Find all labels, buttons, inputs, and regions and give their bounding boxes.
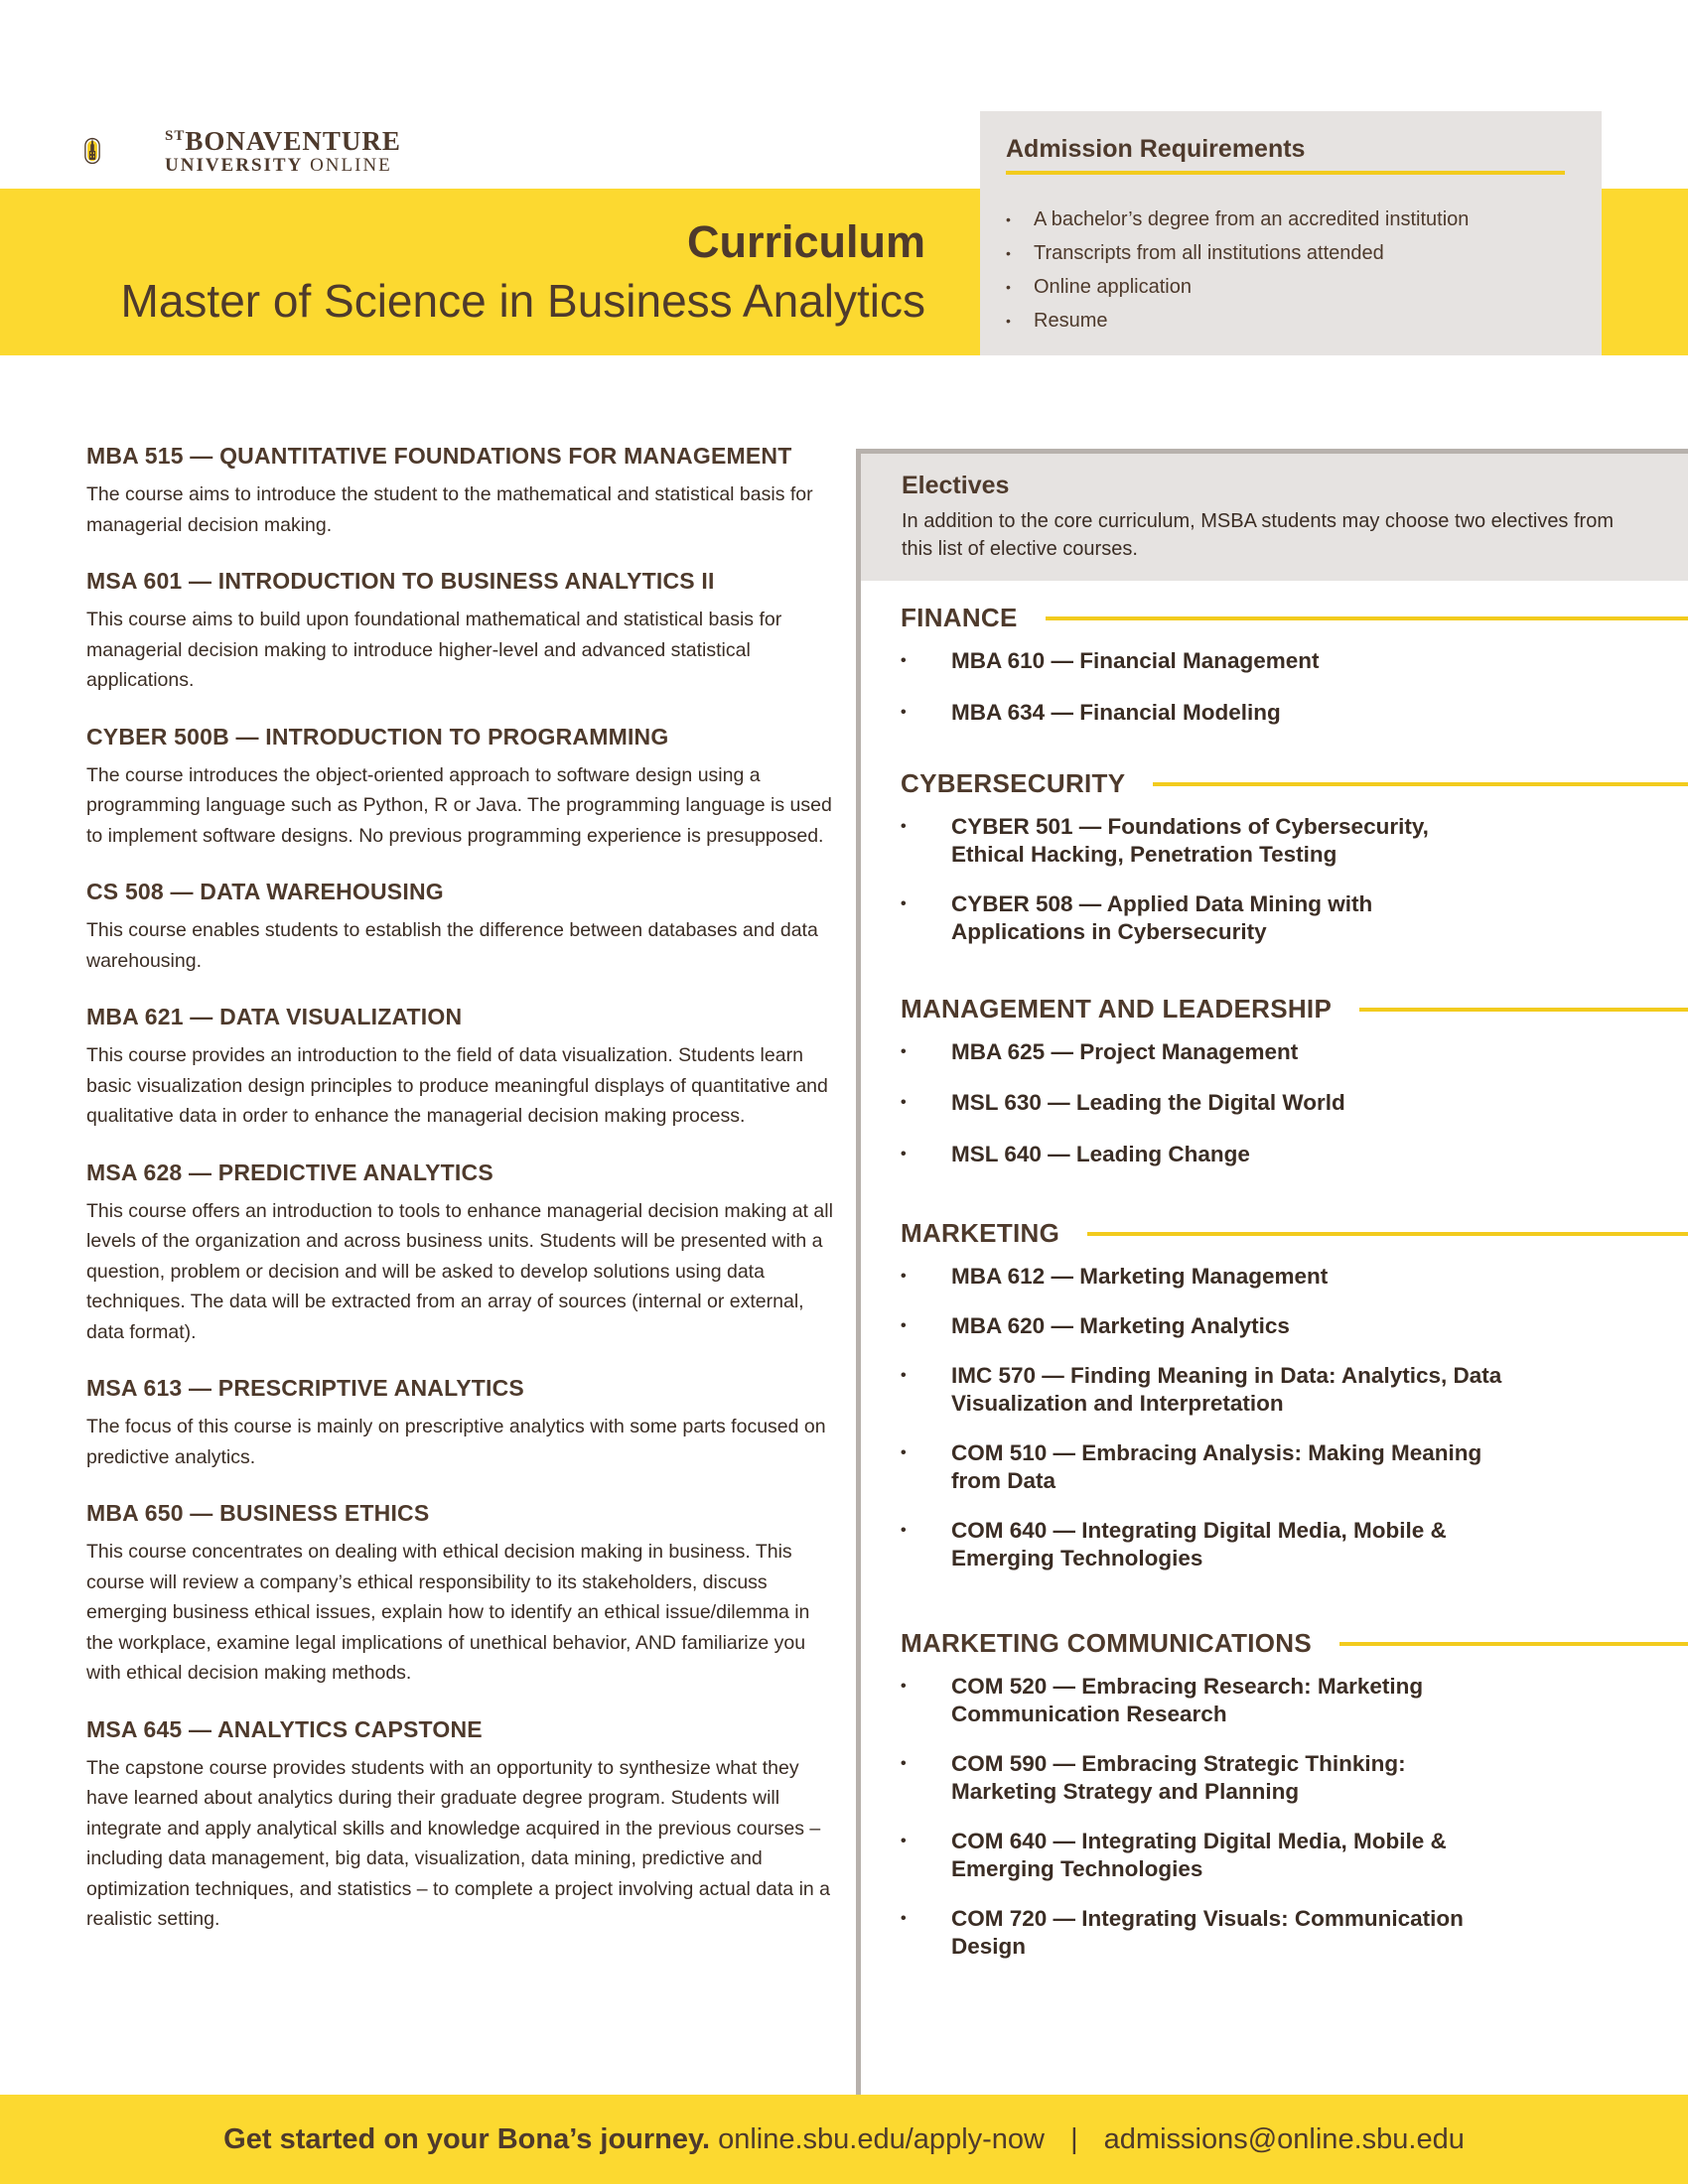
elective-item: • MBA 634 — Financial Modeling xyxy=(901,699,1507,727)
section-rule xyxy=(1339,1642,1688,1646)
course-block xyxy=(86,443,841,540)
elective-item: • COM 510 — Embracing Analysis: Making Meaning from Data xyxy=(901,1439,1507,1495)
course-description: This course offers an introduction to tools to enhance managerial decision making at all levels of the organization and across business units. Students will be presented with a question, problem or decision and will be asked to develop solutions using data techniques. The data will be extracted from an array of sources (internal or external, data format). xyxy=(86,1199,833,1343)
course-block xyxy=(86,724,841,852)
footer-band xyxy=(0,2095,1688,2184)
elective-item: • CYBER 508 — Applied Data Mining with Applications in Cybersecurity xyxy=(901,890,1507,946)
section-rule xyxy=(1046,616,1688,620)
course-description: The course aims to introduce the student to the mathematical and statistical basis for managerial decision making. xyxy=(86,483,813,536)
page-subtitle: Master of Science in Business Analytics xyxy=(120,275,925,327)
admission-rule xyxy=(1006,171,1565,175)
elective-section-finance xyxy=(901,603,1688,727)
footer-text xyxy=(0,2095,1688,2184)
course-title: MSA 628 — PREDICTIVE ANALYTICS xyxy=(86,1159,493,1185)
elective-item: • MBA 610 — Financial Management xyxy=(901,647,1507,675)
course-title: MBA 621 — DATA VISUALIZATION xyxy=(86,1004,463,1029)
course-description: This course enables students to establish the difference between databases and data warehousing. xyxy=(86,919,818,972)
course-description: The course introduces the object-oriented approach to software design using a programming language such as Python, R or Java. The programming language is used to implement software designs. No previous programming experience is presupposed. xyxy=(86,763,832,847)
admission-title: Admission Requirements xyxy=(1006,135,1306,163)
admission-item: • Resume xyxy=(1006,304,1469,338)
section-title: MANAGEMENT AND LEADERSHIP xyxy=(901,994,1333,1024)
elective-item: • MBA 625 — Project Management xyxy=(901,1038,1507,1066)
course-description: This course provides an introduction to the field of data visualization. Students learn basic visualization design principles to produce meaningful displays of quantitative and qualitative data in order to enhance the managerial decision making process. xyxy=(86,1044,828,1127)
admission-item: • Transcripts from all institutions attended xyxy=(1006,236,1469,270)
course-title: MBA 515 — QUANTITATIVE FOUNDATIONS FOR MANAGEMENT xyxy=(86,443,792,469)
admission-list xyxy=(1006,203,1469,338)
course-block xyxy=(86,1375,841,1472)
elective-item: • COM 640 — Integrating Digital Media, Mobile & Emerging Technologies xyxy=(901,1517,1507,1572)
admission-item: • A bachelor’s degree from an accredited institution xyxy=(1006,203,1469,236)
course-title: CS 508 — DATA WAREHOUSING xyxy=(86,879,444,904)
elective-item: • IMC 570 — Finding Meaning in Data: Analytics, Data Visualization and Interpretation xyxy=(901,1362,1507,1418)
course-title: MSA 601 — INTRODUCTION TO BUSINESS ANALYTICS II xyxy=(86,568,715,594)
elective-item: • MSL 630 — Leading the Digital World xyxy=(901,1089,1507,1117)
elective-section-management xyxy=(901,994,1688,1168)
elective-item: • CYBER 501 — Foundations of Cybersecurity, Ethical Hacking, Penetration Testing xyxy=(901,813,1507,869)
course-block xyxy=(86,1716,841,1935)
page-title: Curriculum xyxy=(686,216,925,267)
course-title: MSA 645 — ANALYTICS CAPSTONE xyxy=(86,1715,483,1742)
apply-link[interactable]: online.sbu.edu/apply-now xyxy=(718,2123,1045,2155)
logo-wordmark-line2: UNIVERSITY ONLINE xyxy=(165,155,392,176)
course-block xyxy=(86,568,841,696)
elective-section-marketing xyxy=(901,1218,1688,1572)
course-title: MBA 650 — BUSINESS ETHICS xyxy=(86,1500,430,1526)
course-title: CYBER 500B — INTRODUCTION TO PROGRAMMING xyxy=(86,723,669,750)
course-description: The capstone course provides students with an opportunity to synthesize what they have learned about analytics during their graduate degree program. Students will integrate and apply analytical skills and knowledge acquired in the previous courses – including data management, big data, visualization, data mining, predictive and optimization techniques, and statistics – to complete a project involving actual data in a realistic setting. xyxy=(86,1756,831,1930)
elective-item: • COM 640 — Integrating Digital Media, Mobile & Emerging Technologies xyxy=(901,1828,1507,1883)
course-block xyxy=(86,879,841,976)
electives-header xyxy=(861,454,1688,581)
elective-section-cybersecurity xyxy=(901,768,1688,946)
elective-section-marketing-communications xyxy=(901,1628,1688,1961)
electives-border-left xyxy=(856,449,861,2095)
admission-item: • Online application xyxy=(1006,270,1469,304)
footer-lead: Get started on your Bona’s journey. xyxy=(223,2123,711,2155)
elective-item: • MBA 620 — Marketing Analytics xyxy=(901,1312,1507,1340)
course-description: This course concentrates on dealing with ethical decision making in business. This course will review a company’s ethical responsibility to its stakeholders, discuss emerging business ethical issues, explain how to identify an ethical issue/dilemma in the workplace, examine legal implications of unethical behavior, AND familiarize you with ethical decision making methods. xyxy=(86,1541,810,1684)
course-block xyxy=(86,1160,841,1348)
core-courses xyxy=(86,443,841,1963)
section-rule xyxy=(1087,1232,1688,1236)
course-block xyxy=(86,1004,841,1132)
footer-separator: | xyxy=(1070,2123,1078,2155)
section-title: MARKETING COMMUNICATIONS xyxy=(901,1628,1313,1658)
course-description: This course aims to build upon foundational mathematical and statistical basis for managerial decision making to introduce higher-level and advanced statistical applications. xyxy=(86,609,782,691)
elective-item: • COM 590 — Embracing Strategic Thinking: Marketing Strategy and Planning xyxy=(901,1750,1507,1806)
section-title: CYBERSECURITY xyxy=(901,768,1126,798)
section-title: MARKETING xyxy=(901,1218,1060,1248)
email-link[interactable]: admissions@online.sbu.edu xyxy=(1103,2123,1465,2155)
logo-wordmark-line1: $^{ST}$BONAVENTURE xyxy=(165,126,401,156)
admission-requirements-box xyxy=(980,111,1602,355)
electives-intro: In addition to the core curriculum, MSBA students may choose two electives from this list of elective courses. xyxy=(902,510,1614,560)
electives-title: Electives xyxy=(902,472,1010,499)
course-title: MSA 613 — PRESCRIPTIVE ANALYTICS xyxy=(86,1375,524,1401)
section-title: FINANCE xyxy=(901,603,1018,632)
elective-item: • COM 520 — Embracing Research: Marketing Communication Research xyxy=(901,1673,1507,1728)
section-rule xyxy=(1153,782,1688,786)
elective-item: • COM 720 — Integrating Visuals: Communication Design xyxy=(901,1905,1507,1961)
elective-item: • MSL 640 — Leading Change xyxy=(901,1141,1507,1168)
course-description: The focus of this course is mainly on prescriptive analytics with some parts focused on predictive analytics. xyxy=(86,1416,826,1468)
section-rule xyxy=(1359,1008,1688,1012)
elective-item: • MBA 612 — Marketing Management xyxy=(901,1263,1507,1291)
course-block xyxy=(86,1500,841,1689)
